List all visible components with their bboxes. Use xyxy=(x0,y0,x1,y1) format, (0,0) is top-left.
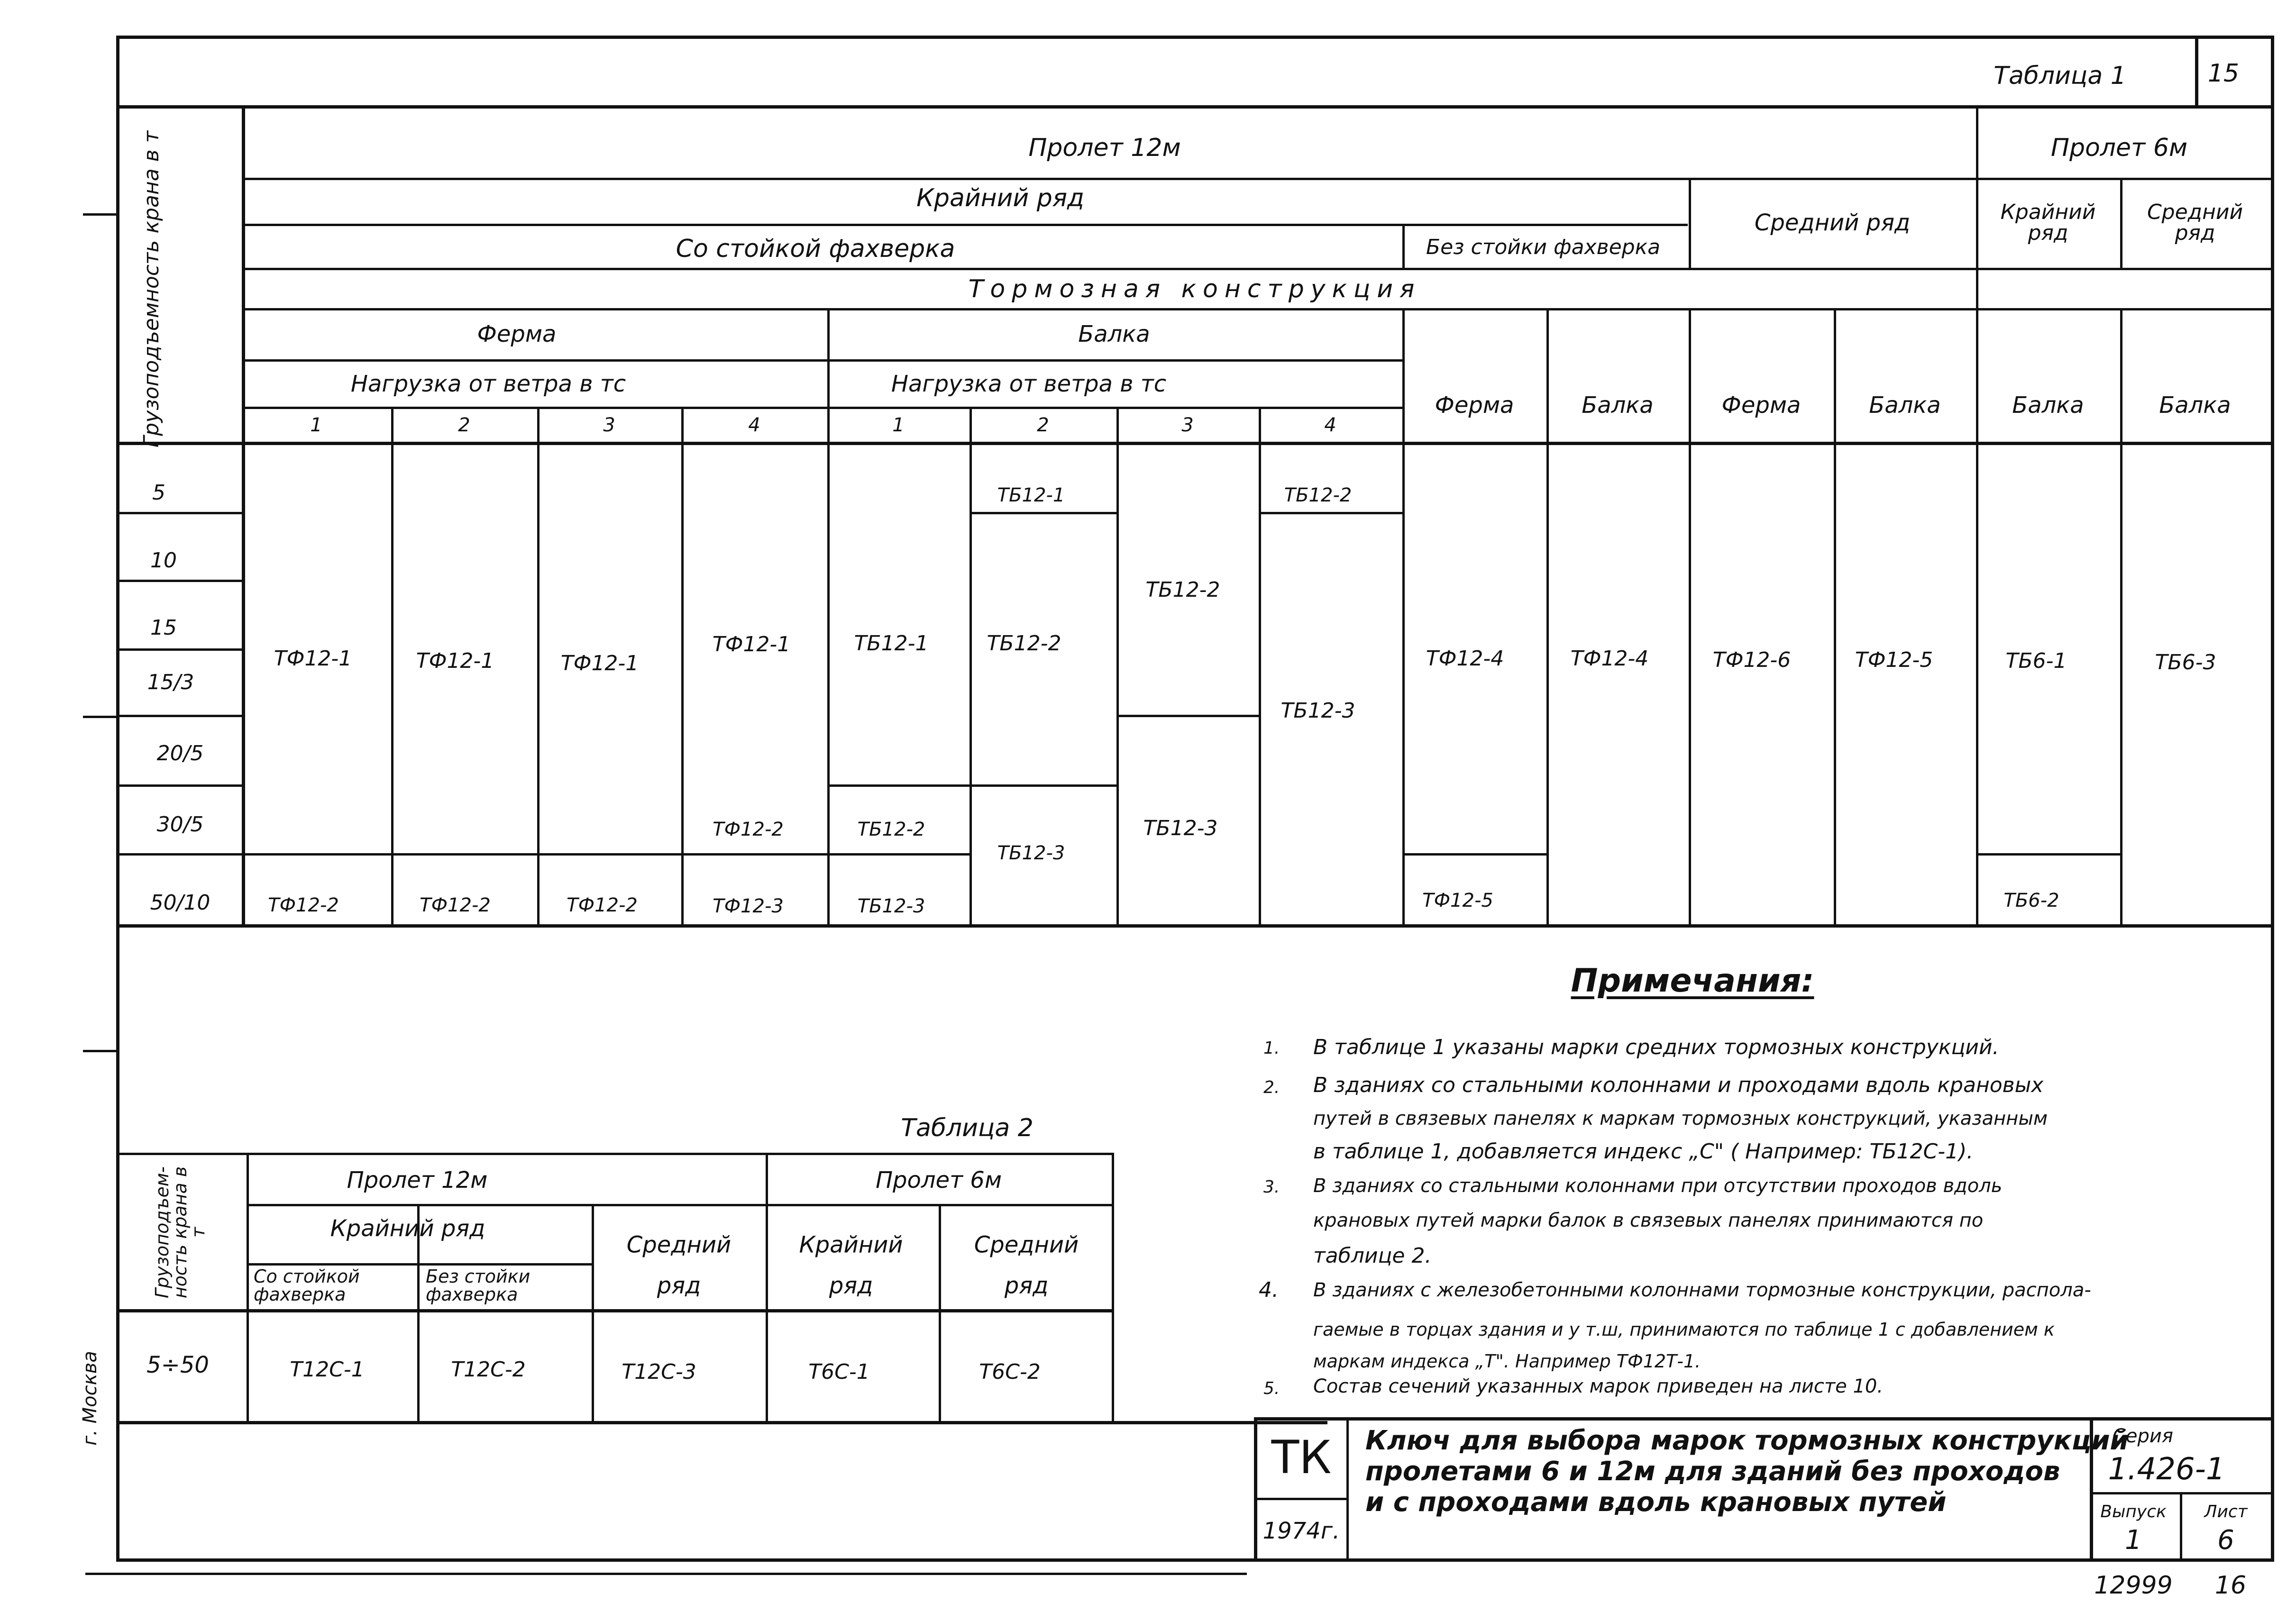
table2-label: Таблица 2 xyxy=(901,1114,1034,1142)
note-line: В зданиях со стальными колоннами и проходами вдоль крановых xyxy=(1313,1073,2044,1097)
t2-div-right xyxy=(1112,1153,1114,1423)
t1-col-div-7 xyxy=(1259,407,1261,926)
note-line: таблице 2. xyxy=(1313,1244,1432,1268)
t2-middle-row-6: Средний ряд xyxy=(974,1231,1079,1299)
t2-outer-row-6: Крайний ряд xyxy=(799,1231,903,1299)
t2-value: Т12С-3 xyxy=(622,1360,696,1384)
t1-cell: ТБ12-1 xyxy=(997,484,1065,506)
t2-without-post: Без стойки фахверка xyxy=(426,1266,531,1305)
t1-cell: ТФ12-5 xyxy=(1855,648,1933,672)
t1-col-div-11 xyxy=(1834,308,1836,926)
left-margin-tick-1 xyxy=(83,213,116,216)
bottom-cut-line xyxy=(85,1573,1247,1575)
t1-capacity: 10 xyxy=(150,548,177,573)
t1-cell: ТБ6-2 xyxy=(2003,890,2059,911)
left-margin-tick-2 xyxy=(83,716,116,718)
t1-line-brake-bottom xyxy=(242,308,2273,310)
t1-load-number: 3 xyxy=(603,414,615,436)
t1-load-number: 4 xyxy=(748,414,760,436)
t1-cell-line-i xyxy=(1976,853,2121,856)
note-number: 1. xyxy=(1263,1038,1280,1058)
t1-line-spans xyxy=(242,178,2273,180)
t1-col-div-9 xyxy=(1546,308,1549,926)
t1-col-beam-b: Балка xyxy=(1869,392,1941,419)
t2-span-12: Пролет 12м xyxy=(347,1167,488,1193)
t2-row-header: Грузоподъем-ность крана в т xyxy=(152,1166,209,1299)
table1-label: Таблица 1 xyxy=(1994,62,2126,90)
frame-top-line xyxy=(116,36,2273,39)
tb-series-value: 1.426-1 xyxy=(2108,1452,2225,1487)
t1-beam: Балка xyxy=(1078,321,1150,347)
t1-col-beam-d: Балка xyxy=(2159,392,2231,419)
t2-value: Т6С-2 xyxy=(979,1360,1041,1384)
t1-cell-line-c xyxy=(827,853,970,856)
t1-load-number: 4 xyxy=(1324,414,1336,436)
tb-logo: ТК xyxy=(1271,1431,1332,1484)
note-line: В зданиях со стальными колоннами при отсутствии проходов вдоль xyxy=(1313,1175,2003,1197)
t2-div-rowheader xyxy=(247,1153,249,1423)
t1-cell: ТБ6-3 xyxy=(2155,650,2216,674)
t1-col-div-6 xyxy=(1116,407,1119,926)
t1-div-without-post xyxy=(1402,224,1405,269)
t1-col-div-13 xyxy=(2120,308,2122,926)
t1-line-brake-top xyxy=(242,268,2273,270)
t1-wind-load-beam: Нагрузка от ветра в тс xyxy=(891,371,1167,397)
t1-wind-load-truss: Нагрузка от ветра в тс xyxy=(350,371,626,397)
t1-load-number: 2 xyxy=(458,414,470,436)
tb-sheet-value: 6 xyxy=(2217,1525,2234,1556)
t2-bottom-line xyxy=(116,1421,1327,1424)
t1-col-div-4 xyxy=(827,308,830,926)
note-line: гаемые в торцах здания и у т.ш, принимаются по таблице 1 с добавлением к xyxy=(1313,1319,2055,1340)
t2-div-4 xyxy=(939,1204,941,1423)
t1-col-div-10 xyxy=(1689,308,1691,926)
note-line: В зданиях с железобетонными колоннами тормозные конструкции, распола- xyxy=(1313,1279,2091,1301)
t1-cell: ТФ12-1 xyxy=(274,647,352,671)
tb-series-label: Серия xyxy=(2113,1425,2173,1447)
t2-div-2 xyxy=(592,1204,594,1423)
t1-cell: ТФ12-5 xyxy=(1422,890,1493,911)
tb-logo-underline xyxy=(1254,1498,1348,1500)
t1-col-truss-b: Ферма xyxy=(1721,392,1801,419)
tb-title-line: пролетами 6 и 12м для зданий без проходов xyxy=(1365,1456,2060,1487)
note-line: маркам индекса „Т". Например ТФ12Т-1. xyxy=(1313,1351,1701,1372)
t1-cell: ТБ12-2 xyxy=(1284,484,1352,506)
tb-sheet-divider xyxy=(2180,1492,2182,1562)
t1-col-div-12 xyxy=(1976,308,1978,926)
t2-value: Т6С-1 xyxy=(808,1360,870,1384)
left-margin-tick-3 xyxy=(83,1050,116,1052)
t1-with-post: Со стойкой фахверка xyxy=(676,235,955,263)
t1-cell: ТБ6-1 xyxy=(2005,649,2067,673)
t1-cell: ТБ12-2 xyxy=(1145,578,1220,602)
t1-row-header: Грузоподъемность крана в т xyxy=(139,130,164,448)
note-line: путей в связевых панелях к маркам тормозных конструкций, указанным xyxy=(1313,1108,2048,1129)
tb-title-line: и с проходами вдоль крановых путей xyxy=(1365,1487,1947,1518)
t1-cap-line-3 xyxy=(116,648,243,651)
t1-line-wind xyxy=(242,407,1403,409)
t1-col-div-2 xyxy=(537,407,540,926)
t1-col-div-1 xyxy=(391,407,393,926)
footer-page: 16 xyxy=(2214,1571,2247,1600)
tb-title-line: Ключ для выбора марок тормозных конструкций xyxy=(1365,1425,2129,1456)
t1-outer-row: Крайний ряд xyxy=(916,184,1084,212)
table1-bottom-line xyxy=(116,924,2273,928)
note-line: В таблице 1 указаны марки средних тормозных конструкций. xyxy=(1313,1035,1999,1059)
t1-cap-line-2 xyxy=(116,580,243,582)
t1-outer-row-6: Крайний ряд xyxy=(2000,200,2096,245)
t1-without-post: Без стойки фахверка xyxy=(1426,235,1661,259)
t1-cell: ТБ12-2 xyxy=(987,631,1061,656)
t1-col-truss-a: Ферма xyxy=(1435,392,1514,419)
t1-col-beam-c: Балка xyxy=(2012,392,2084,419)
t1-capacity: 30/5 xyxy=(156,812,204,837)
t1-col-div-3 xyxy=(681,407,684,926)
t2-value: Т12С-2 xyxy=(451,1357,526,1382)
t1-cap-line-1 xyxy=(116,512,243,514)
t1-cap-line-6 xyxy=(116,853,243,856)
t1-cell-line-g xyxy=(1259,512,1403,514)
tb-sheet-label: Лист xyxy=(2204,1502,2248,1521)
t2-top-line xyxy=(116,1153,1113,1155)
t1-cell: ТФ12-1 xyxy=(560,651,639,675)
t1-cell: ТФ12-2 xyxy=(567,894,638,916)
archive-number: 12999 xyxy=(2094,1571,2173,1600)
t1-middle-row-6: Средний ряд xyxy=(2147,200,2243,245)
t1-cell: ТФ12-1 xyxy=(416,649,494,673)
t1-span-6: Пролет 6м xyxy=(2050,134,2188,162)
t1-load-number: 1 xyxy=(892,414,905,436)
t1-cell: ТФ12-6 xyxy=(1712,648,1791,672)
t1-capacity: 5 xyxy=(152,481,165,505)
t1-cell: ТФ12-4 xyxy=(1570,647,1649,671)
note-line: крановых путей марки балок в связевых панелях принимаются по xyxy=(1313,1210,1984,1231)
tb-year: 1974г. xyxy=(1262,1518,1340,1544)
table1-rowheader-line xyxy=(242,105,245,928)
t1-cell-line-e xyxy=(970,784,1117,787)
t1-capacity: 15 xyxy=(150,616,177,640)
t1-cell: ТБ12-1 xyxy=(854,631,929,656)
notes-title: Примечания: xyxy=(1571,962,1814,1000)
t1-load-number: 3 xyxy=(1181,414,1194,436)
tb-logo-divider xyxy=(1346,1417,1349,1562)
t1-col-div-8 xyxy=(1402,308,1405,926)
t1-div-span6 xyxy=(1976,105,1978,309)
t1-cell: ТФ12-2 xyxy=(420,894,491,916)
t1-load-number: 1 xyxy=(310,414,322,436)
table1-top-line xyxy=(116,105,2273,109)
t1-capacity: 20/5 xyxy=(156,741,204,765)
t1-line-truss-beam xyxy=(242,359,1403,362)
tb-top-line xyxy=(1254,1417,2273,1421)
t1-line-rowtype xyxy=(242,224,1688,226)
t1-cell: ТФ12-2 xyxy=(268,894,339,916)
t2-value: Т12С-1 xyxy=(290,1357,365,1382)
tb-issue-value: 1 xyxy=(2125,1525,2142,1556)
frame-right-line xyxy=(2271,36,2274,1562)
t1-cell: ТФ12-1 xyxy=(712,632,791,656)
t1-col-beam-a: Балка xyxy=(1582,392,1654,419)
t1-cell-line-a xyxy=(242,853,828,856)
note-number: 2. xyxy=(1263,1078,1280,1097)
t1-middle-row: Средний ряд xyxy=(1754,209,1911,236)
t2-outer-row: Крайний ряд xyxy=(330,1215,485,1242)
t2-middle-row: Средний ряд xyxy=(626,1231,732,1299)
t2-with-post: Со стойкой фахверка xyxy=(254,1266,360,1305)
t1-cell: ТФ12-2 xyxy=(713,819,784,840)
t2-span-6: Пролет 6м xyxy=(875,1167,1002,1193)
t2-header-line-2 xyxy=(247,1263,593,1266)
t1-line-header-bottom xyxy=(116,442,2273,445)
t1-cap-line-5 xyxy=(116,784,243,787)
note-number: 4. xyxy=(1259,1278,1279,1302)
t1-cell: ТБ12-3 xyxy=(1281,699,1355,723)
t1-div-middle-row xyxy=(1689,178,1691,269)
t1-brake-construction: Тормозная конструкция xyxy=(968,275,1421,303)
t1-capacity: 50/10 xyxy=(150,891,210,915)
t2-div-3 xyxy=(766,1153,768,1423)
note-line: в таблице 1, добавляется индекс „С" ( Например: ТБ12С-1). xyxy=(1313,1139,1974,1164)
t1-cell: ТФ12-3 xyxy=(713,895,784,917)
t1-cell-line-h xyxy=(1402,853,1547,856)
t2-header-line-1 xyxy=(247,1204,1113,1206)
city-label: г. Москва xyxy=(79,1351,101,1446)
t1-cell: ТБ12-3 xyxy=(1143,816,1218,840)
tb-left-line xyxy=(1254,1417,1257,1562)
t2-capacity: 5÷50 xyxy=(146,1352,209,1378)
page-number: 15 xyxy=(2207,59,2240,88)
t2-header-bottom xyxy=(116,1309,1113,1312)
page-number-divider xyxy=(2195,36,2198,107)
t1-cell: ТБ12-3 xyxy=(997,842,1065,864)
tb-issue-label: Выпуск xyxy=(2100,1502,2167,1521)
t1-cell: ТБ12-2 xyxy=(857,819,925,840)
t1-cell-line-d xyxy=(970,512,1117,514)
t1-capacity: 15/3 xyxy=(147,670,194,694)
note-number: 3. xyxy=(1263,1177,1280,1197)
note-number: 5. xyxy=(1263,1379,1280,1398)
t1-col-div-5 xyxy=(970,407,972,926)
t1-cell: ТФ12-4 xyxy=(1426,647,1504,671)
t1-div-span6-cols xyxy=(2120,178,2122,269)
t1-truss: Ферма xyxy=(477,321,557,347)
t1-span-12: Пролет 12м xyxy=(1028,134,1181,162)
frame-left-line xyxy=(116,36,119,1562)
t1-cell-line-f xyxy=(1116,715,1260,717)
t1-cell: ТБ12-3 xyxy=(857,895,925,917)
t1-cap-line-4 xyxy=(116,715,243,717)
note-line: Состав сечений указанных марок приведен на листе 10. xyxy=(1313,1375,1884,1397)
frame-bottom-line xyxy=(116,1558,2273,1562)
t1-load-number: 2 xyxy=(1037,414,1049,436)
